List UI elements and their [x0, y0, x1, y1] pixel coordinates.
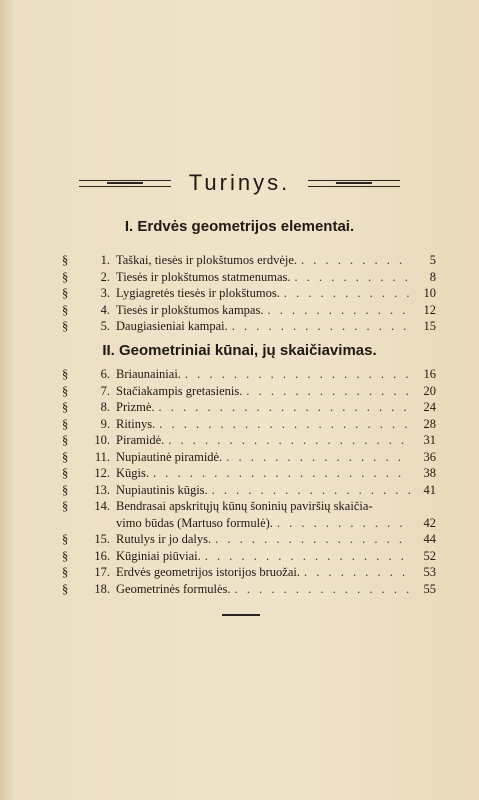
toc-entry	[62, 285, 436, 302]
dot-leader	[159, 416, 410, 433]
dot-leader	[153, 465, 410, 482]
toc-entry	[62, 449, 436, 466]
entry-title: Rutulys ir jo dalys.	[116, 532, 212, 546]
entry-number: 11.	[94, 449, 110, 464]
section-symbol: §	[62, 565, 69, 579]
page-title: Turinys.	[188, 170, 291, 195]
section-symbol: §	[62, 367, 69, 381]
toc-list-section-1	[62, 252, 436, 335]
toc-entry	[62, 366, 436, 383]
dot-leader	[301, 252, 410, 269]
entry-title: Lygiagretės tiesės ir plokštumos.	[116, 286, 280, 300]
entry-title: Kūgis.	[116, 466, 149, 480]
page-number: 10	[423, 286, 436, 300]
dot-leader	[226, 449, 410, 466]
section-symbol: §	[62, 532, 69, 546]
entry-title: Kūginiai piūviai.	[116, 548, 201, 563]
entry-title: Geometrinės formulės.	[116, 581, 231, 596]
entry-number: 18.	[94, 581, 110, 596]
entry-number: 1.	[100, 253, 110, 267]
left-title-ornament	[79, 179, 171, 187]
dot-leader	[205, 548, 410, 565]
section-symbol: §	[62, 319, 69, 333]
entry-number: 15.	[94, 532, 110, 546]
entry-title: Stačiakampis gretasienis.	[116, 383, 243, 398]
section-symbol: §	[62, 253, 69, 267]
toc-entry	[62, 252, 436, 269]
page-number: 53	[423, 565, 436, 579]
section-symbol: §	[62, 581, 69, 596]
dot-leader	[185, 366, 410, 383]
dot-leader	[284, 285, 410, 302]
entry-title: Erdvės geometrijos istorijos bruožai.	[116, 565, 300, 579]
entry-number: 17.	[94, 565, 110, 579]
dot-leader	[246, 383, 410, 400]
entry-title: Briaunainiai.	[116, 367, 181, 381]
entry-number: 9.	[100, 416, 110, 431]
entry-number: 10.	[94, 433, 110, 447]
dot-leader	[232, 318, 410, 335]
entry-title: Tiesės ir plokštumos statmenumas.	[116, 269, 291, 284]
page-number: 8	[429, 269, 436, 284]
section-symbol: §	[62, 269, 69, 284]
page-number: 44	[423, 532, 436, 546]
page-number: 28	[423, 416, 436, 431]
toc-entry	[62, 564, 436, 581]
section-symbol: §	[62, 449, 69, 464]
page-number: 20	[423, 383, 436, 398]
toc-entry	[62, 383, 436, 400]
section-symbol: §	[62, 286, 69, 300]
toc-entry	[62, 399, 436, 416]
page-number: 12	[423, 302, 436, 317]
page-number: 16	[423, 367, 436, 381]
toc-entry-continuation	[62, 515, 436, 532]
toc-entry	[62, 548, 436, 565]
dot-leader	[267, 302, 410, 319]
entry-number: 16.	[94, 548, 110, 563]
entry-number: 6.	[100, 367, 110, 381]
entry-title: Piramidė.	[116, 433, 165, 447]
page-number: 41	[423, 482, 436, 497]
entry-number: 7.	[100, 383, 110, 398]
entry-title: Tiesės ir plokštumos kampas.	[116, 302, 264, 317]
entry-number: 2.	[100, 269, 110, 284]
page-number: 24	[423, 400, 436, 414]
toc-entry	[62, 318, 436, 335]
section-symbol: §	[62, 383, 69, 398]
right-title-ornament	[308, 179, 400, 187]
section-symbol: §	[62, 302, 69, 317]
toc-entry	[62, 498, 436, 515]
toc-entry	[62, 531, 436, 548]
title-row	[0, 170, 479, 196]
section-symbol: §	[62, 548, 69, 563]
section-symbol: §	[62, 416, 69, 431]
page-number: 42	[423, 515, 436, 530]
dot-leader	[159, 399, 410, 416]
dot-leader	[295, 269, 410, 286]
entry-title: Daugiasieniai kampai.	[116, 319, 228, 333]
entry-number: 4.	[100, 302, 110, 317]
toc-entry	[62, 432, 436, 449]
toc-entry	[62, 302, 436, 319]
section-symbol: §	[62, 433, 69, 447]
dot-leader	[277, 515, 410, 532]
page-number: 5	[429, 253, 436, 267]
entry-number: 12.	[94, 466, 110, 480]
section-symbol: §	[62, 482, 69, 497]
entry-title: Nupiautinė piramidė.	[116, 449, 223, 464]
entry-title: Ritinys.	[116, 416, 156, 431]
page-number: 55	[423, 581, 436, 596]
page-number: 31	[423, 433, 436, 447]
page-number: 52	[423, 548, 436, 563]
dot-leader	[304, 564, 410, 581]
toc-entry	[62, 416, 436, 433]
toc-entry	[62, 581, 436, 598]
entry-title: Prizmė.	[116, 400, 155, 414]
toc-entry	[62, 482, 436, 499]
section-symbol: §	[62, 499, 69, 513]
section-heading-1: I. Erdvės geometrijos elementai.	[124, 218, 355, 235]
toc-entry	[62, 269, 436, 286]
page-number: 36	[423, 449, 436, 464]
entry-number: 13.	[94, 482, 110, 497]
entry-title-continuation: vimo būdas (Martuso formulė).	[116, 515, 273, 530]
page-number: 15	[423, 319, 436, 333]
entry-number: 5.	[100, 319, 110, 333]
page-number: 38	[423, 466, 436, 480]
toc-list-section-2	[62, 366, 436, 597]
closing-rule	[222, 614, 260, 616]
section-symbol: §	[62, 466, 69, 480]
dot-leader	[235, 581, 410, 598]
entry-number: 14.	[94, 499, 110, 513]
dot-leader	[212, 482, 410, 499]
entry-title: Taškai, tiesės ir plokštumos erdvėje.	[116, 253, 298, 267]
section-heading-2: II. Geometriniai kūnai, jų skaičiavimas.	[102, 342, 377, 359]
entry-number: 8.	[100, 400, 110, 414]
dot-leader	[168, 432, 410, 449]
section-symbol: §	[62, 400, 69, 414]
entry-number: 3.	[100, 286, 110, 300]
dot-leader	[215, 531, 410, 548]
entry-title: Bendrasai apskritųjų kūnų šoninių paviršių skaičia-	[116, 499, 373, 513]
entry-title: Nupiautinis kūgis.	[116, 482, 208, 497]
toc-entry	[62, 465, 436, 482]
